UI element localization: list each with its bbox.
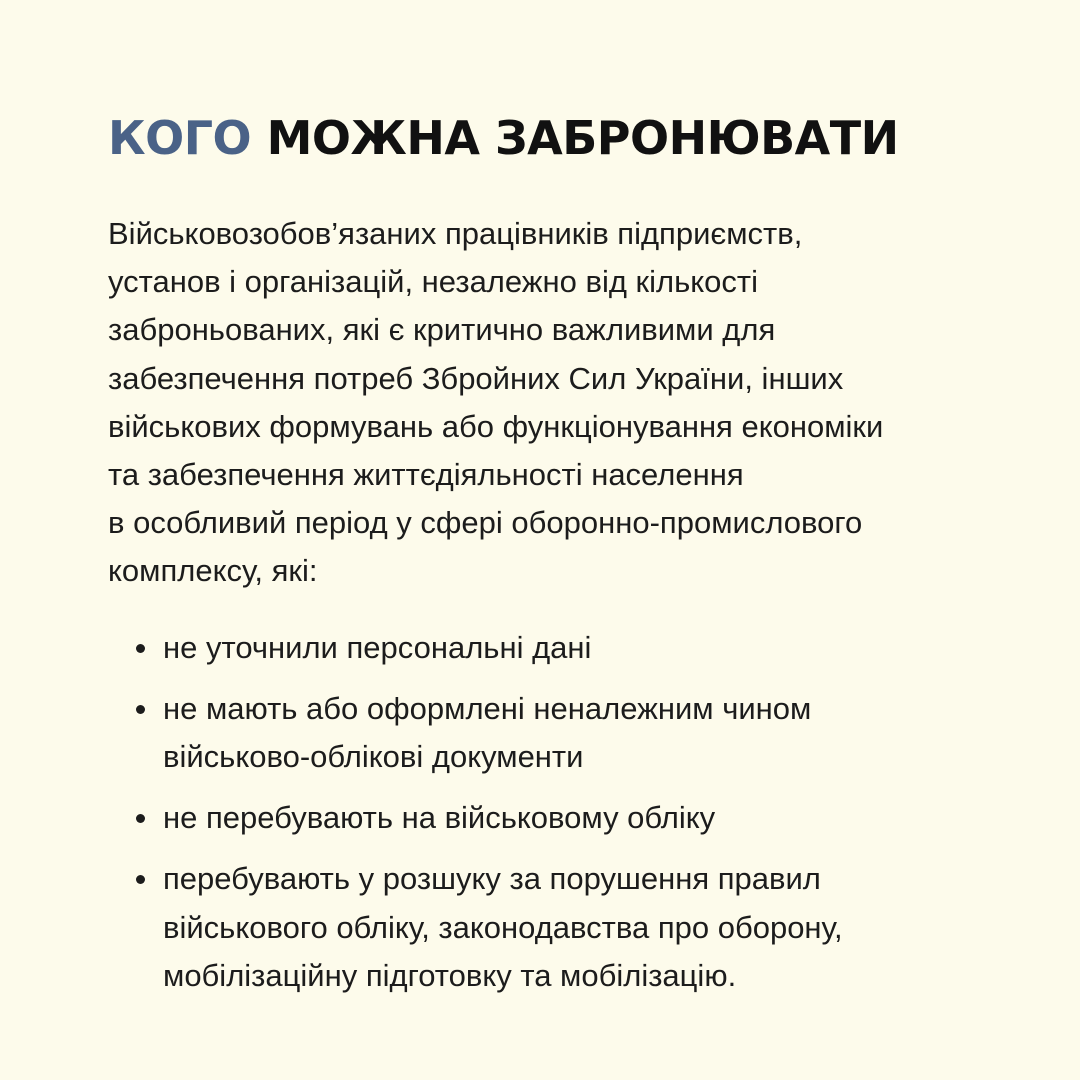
list-item	[108, 855, 980, 1000]
bullet-icon	[136, 705, 145, 714]
list-item	[108, 624, 980, 672]
list-item-text: не мають або оформлені неналежним чином	[163, 690, 812, 726]
list-item	[108, 685, 980, 781]
intro-paragraph	[108, 210, 980, 596]
list-item-text: перебувають у розшуку за порушення правил	[163, 861, 821, 897]
intro-line: комплексу, які:	[108, 553, 318, 589]
list-item-text: військово-облікові документи	[163, 739, 584, 775]
bullet-icon	[136, 814, 145, 823]
intro-line: забезпечення потреб Збройних Сил України, інших	[108, 360, 844, 396]
intro-line: в особливий період у сфері оборонно-промислового	[108, 505, 863, 541]
intro-line: та забезпечення життєдіяльності населення	[108, 457, 744, 493]
intro-line: заброньованих, які є критично важливими для	[108, 312, 776, 348]
criteria-list	[108, 624, 980, 1000]
list-item	[108, 794, 980, 842]
intro-line: військових формувань або функціонування економіки	[108, 408, 884, 444]
bullet-icon	[136, 644, 145, 653]
bullet-icon	[136, 875, 145, 884]
title-accent: КОГО	[108, 111, 252, 165]
title-rest: МОЖНА ЗАБРОНЮВАТИ	[266, 111, 899, 165]
list-item-text: не перебувають на військовому обліку	[163, 800, 716, 836]
intro-line: установ і організацій, незалежно від кількості	[108, 264, 758, 300]
list-item-text: військового обліку, законодавства про оборону,	[163, 909, 843, 945]
page-title	[108, 108, 980, 168]
list-item-text: не уточнили персональні дані	[163, 629, 592, 665]
list-item-text: мобілізаційну підготовку та мобілізацію.	[163, 957, 737, 993]
intro-line: Військовозобов’язаних працівників підприємств,	[108, 216, 803, 251]
